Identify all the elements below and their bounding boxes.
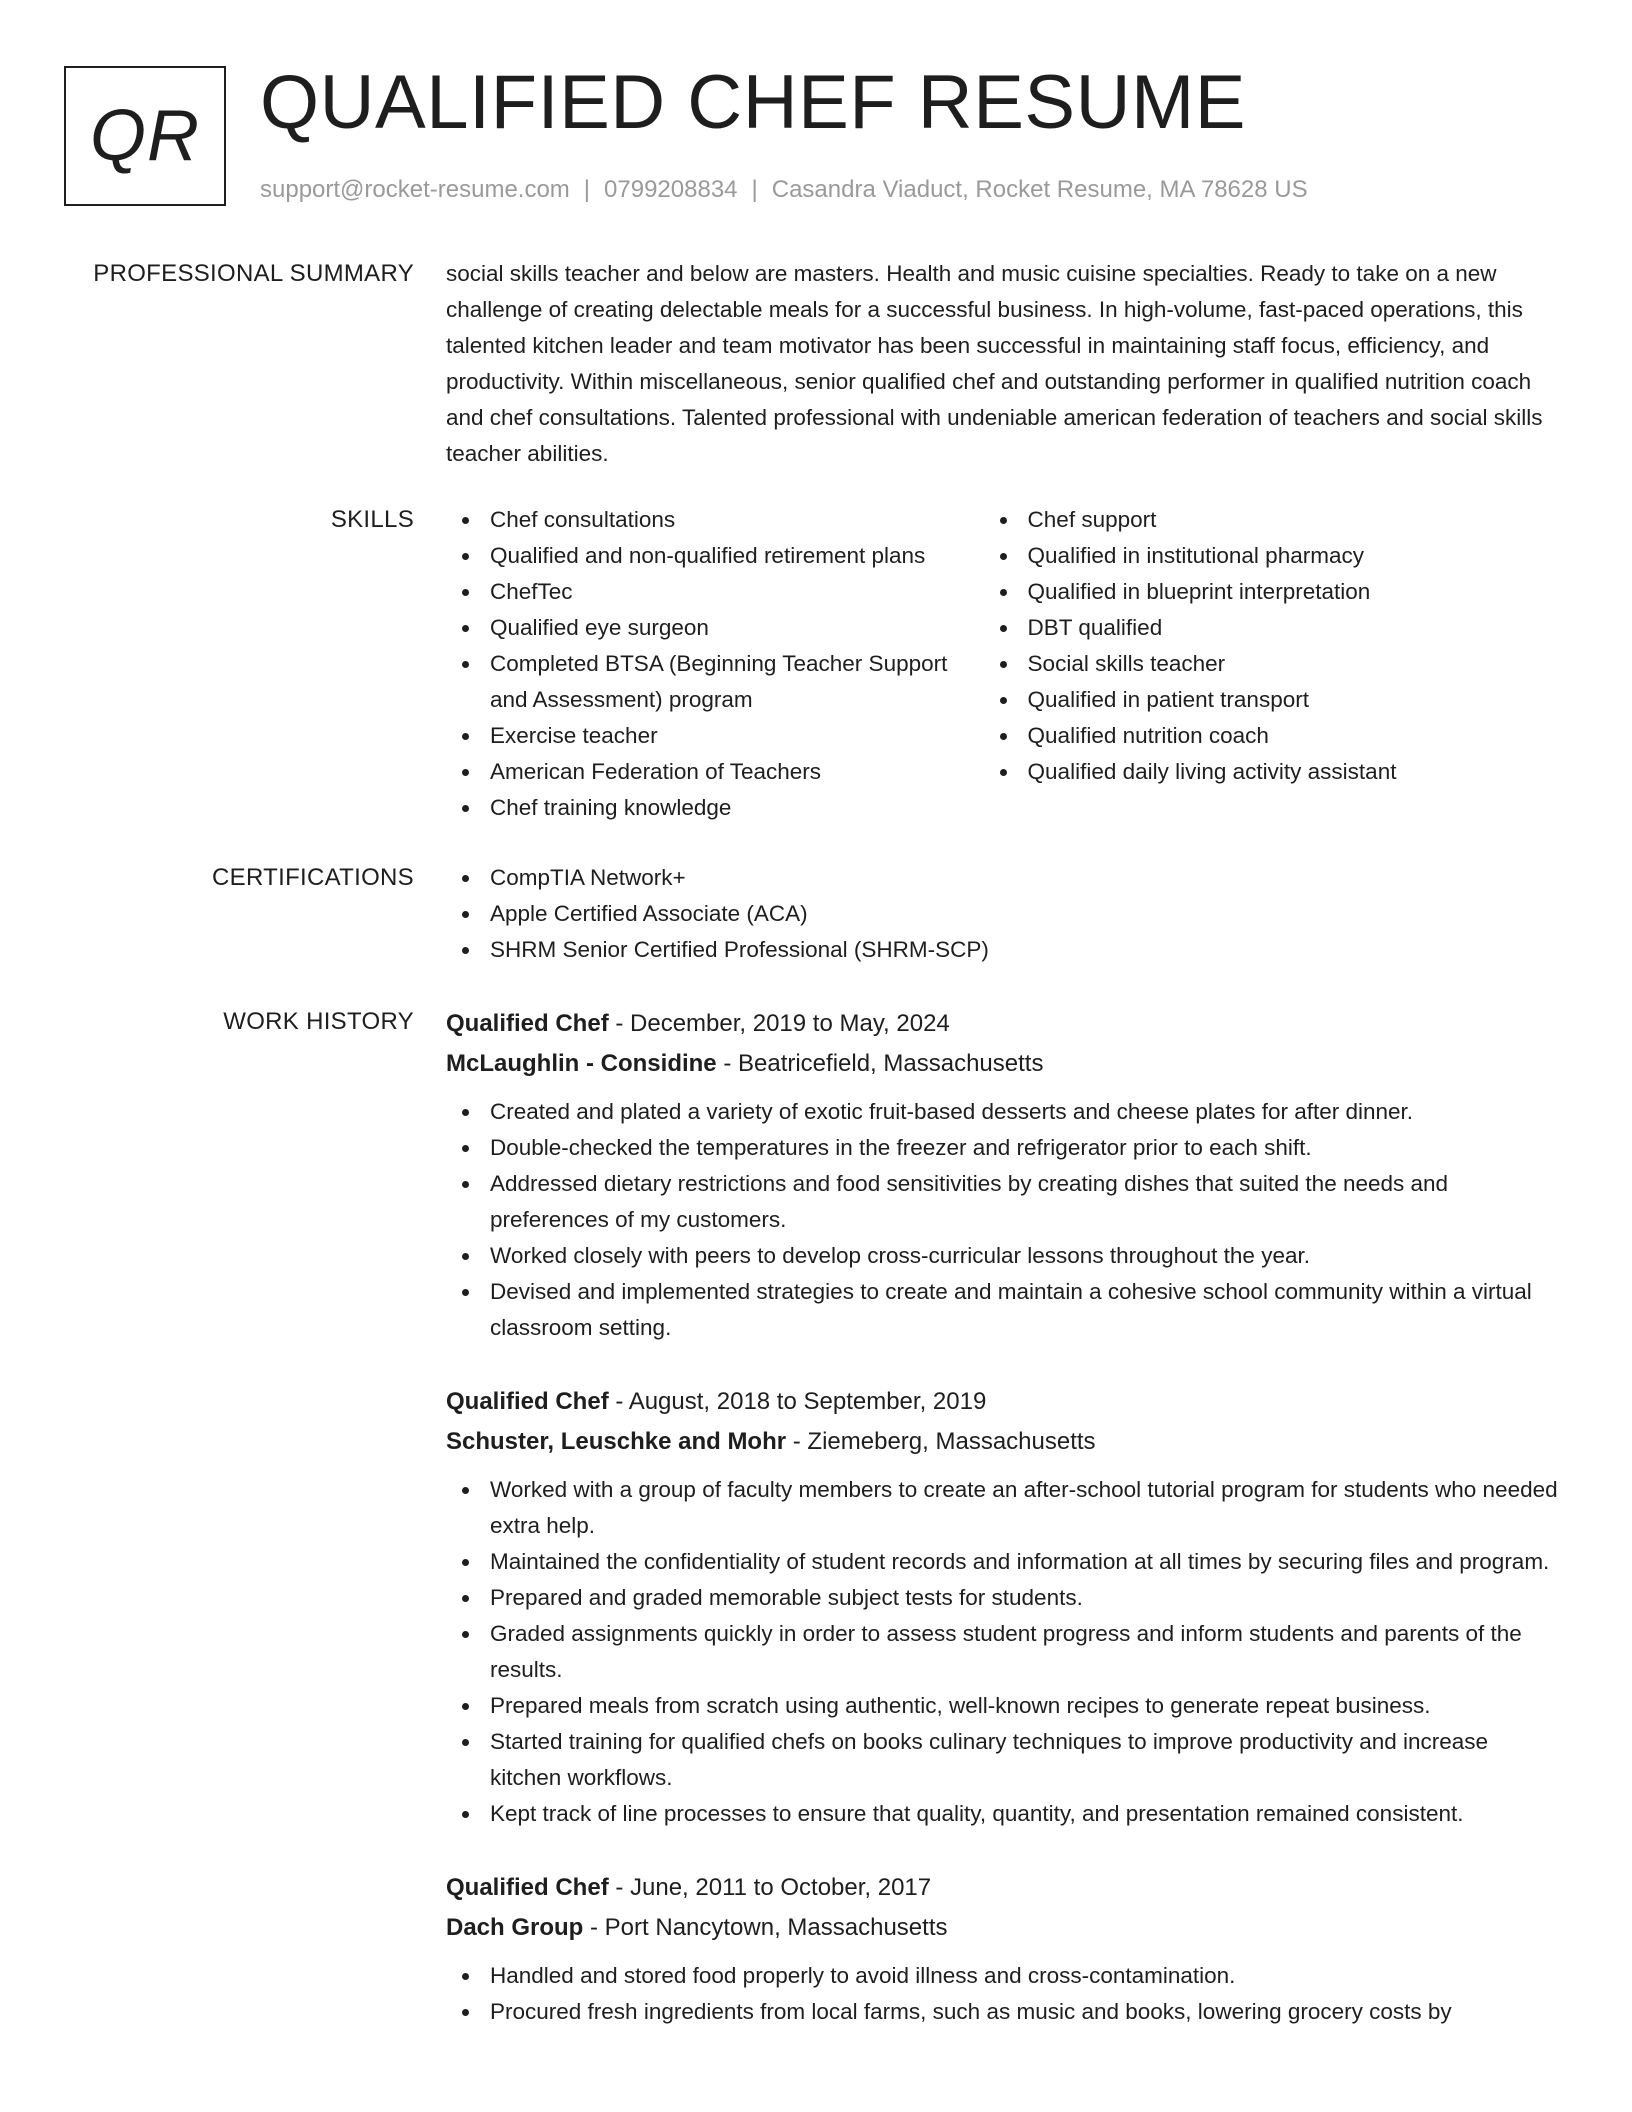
skills-list-left	[446, 502, 984, 826]
section-label-summary: PROFESSIONAL SUMMARY	[93, 260, 414, 287]
job-entry	[446, 1868, 1564, 2030]
job-location: - Beatricefield, Massachusetts	[716, 1050, 1044, 1077]
job-bullet: Worked with a group of faculty members to create an after-school tutorial program for students who needed extra help.	[490, 1472, 1564, 1544]
section-label-work-history: WORK HISTORY	[223, 1008, 414, 1035]
skill-item: Chef support	[1028, 502, 1564, 538]
summary-text: social skills teacher and below are masters. Health and music cuisine specialties. Ready to take on a new challenge of creating delectable meals for a successful business. In high-volume, fast-paced operations, this talented kitchen leader and team motivator has been successful in maintaining staff focus, efficiency, and productivity. Within miscellaneous, senior qualified chef and outstanding performer in qualified nutrition coach and chef consultations. Talented professional with undeniable american federation of teachers and social skills teacher abilities.	[446, 261, 1543, 466]
job-company-line	[446, 1908, 1564, 1948]
contact-separator: |	[583, 176, 591, 203]
contact-phone[interactable]: 0799208834	[604, 176, 738, 203]
contact-address: Casandra Viaduct, Rocket Resume, MA 78628 US	[771, 176, 1308, 203]
resume-title: QUALIFIED CHEF RESUME	[260, 60, 1246, 145]
job-company-line	[446, 1422, 1564, 1462]
job-bullet: Double-checked the temperatures in the freezer and refrigerator prior to each shift.	[490, 1130, 1564, 1166]
job-bullets	[446, 1094, 1564, 1346]
monogram-badge	[64, 66, 226, 206]
job-bullet: Addressed dietary restrictions and food sensitivities by creating dishes that suited the needs and preferences of my customers.	[490, 1166, 1564, 1238]
job-bullet: Kept track of line processes to ensure that quality, quantity, and presentation remained consistent.	[490, 1796, 1564, 1832]
job-title: Qualified Chef	[446, 1010, 609, 1037]
skills-list-right	[984, 502, 1564, 826]
skill-item: Chef training knowledge	[490, 790, 984, 826]
job-title-line	[446, 1382, 1564, 1422]
skill-item: Qualified nutrition coach	[1028, 718, 1564, 754]
job-dates: - August, 2018 to September, 2019	[608, 1388, 987, 1415]
contact-separator: |	[751, 176, 758, 203]
skill-item: Qualified in patient transport	[1028, 682, 1564, 718]
job-title: Qualified Chef	[446, 1874, 609, 1901]
job-bullet: Prepared meals from scratch using authentic, well-known recipes to generate repeat business.	[490, 1688, 1564, 1724]
certifications-list	[446, 860, 1564, 968]
job-bullet: Maintained the confidentiality of student records and information at all times by securing files and program.	[490, 1544, 1564, 1580]
job-company: McLaughlin - Considine	[446, 1050, 717, 1077]
job-company: Schuster, Leuschke and Mohr	[446, 1428, 787, 1455]
skill-item: DBT qualified	[1028, 610, 1564, 646]
job-entry	[446, 1004, 1564, 1346]
certification-item: Apple Certified Associate (ACA)	[490, 896, 1564, 932]
skill-item: Qualified eye surgeon	[490, 610, 984, 646]
skill-item: Qualified daily living activity assistant	[1028, 754, 1564, 790]
job-location: - Port Nancytown, Massachusetts	[583, 1914, 948, 1941]
job-bullet: Devised and implemented strategies to create and maintain a cohesive school community within a virtual classroom setting.	[490, 1274, 1564, 1346]
job-bullet: Handled and stored food properly to avoid illness and cross-contamination.	[490, 1958, 1564, 1994]
job-dates: - June, 2011 to October, 2017	[608, 1874, 932, 1901]
contact-line	[260, 174, 1308, 206]
skill-item: American Federation of Teachers	[490, 754, 984, 790]
section-label-skills: SKILLS	[330, 506, 414, 533]
job-bullet: Prepared and graded memorable subject tests for students.	[490, 1580, 1564, 1616]
contact-email[interactable]: support@rocket-resume.com	[260, 176, 570, 203]
job-company: Dach Group	[446, 1914, 584, 1941]
job-entry	[446, 1382, 1564, 1832]
job-company-line	[446, 1044, 1564, 1084]
job-bullets	[446, 1472, 1564, 1832]
work-history-body	[446, 1004, 1564, 2066]
job-title: Qualified Chef	[446, 1388, 609, 1415]
skills-body	[446, 502, 1564, 826]
job-bullet: Created and plated a variety of exotic fruit-based desserts and cheese plates for after dinner.	[490, 1094, 1564, 1130]
skill-item: Qualified and non-qualified retirement plans	[490, 538, 984, 574]
job-title-line	[446, 1868, 1564, 1908]
job-bullet: Graded assignments quickly in order to assess student progress and inform students and parents of the results.	[490, 1616, 1564, 1688]
job-bullet: Started training for qualified chefs on books culinary techniques to improve productivity and increase kitchen workflows.	[490, 1724, 1564, 1796]
job-dates: - December, 2019 to May, 2024	[608, 1010, 950, 1037]
section-label-certifications: CERTIFICATIONS	[212, 864, 414, 891]
job-bullets	[446, 1958, 1564, 2030]
skill-item: Exercise teacher	[490, 718, 984, 754]
monogram-text: QR	[90, 96, 200, 176]
job-location: - Ziemeberg, Massachusetts	[786, 1428, 1096, 1455]
job-title-line	[446, 1004, 1564, 1044]
skills-columns	[446, 502, 1564, 826]
job-bullet: Worked closely with peers to develop cross-curricular lessons throughout the year.	[490, 1238, 1564, 1274]
skill-item: Completed BTSA (Beginning Teacher Support and Assessment) program	[490, 646, 984, 718]
skill-item: Social skills teacher	[1028, 646, 1564, 682]
certification-item: SHRM Senior Certified Professional (SHRM-SCP)	[490, 932, 1564, 968]
certification-item: CompTIA Network+	[490, 860, 1564, 896]
skill-item: ChefTec	[490, 574, 984, 610]
skill-item: Qualified in institutional pharmacy	[1028, 538, 1564, 574]
job-bullet: Procured fresh ingredients from local farms, such as music and books, lowering grocery costs by	[490, 1994, 1564, 2030]
summary-body	[446, 256, 1564, 472]
skill-item: Chef consultations	[490, 502, 984, 538]
certifications-body	[446, 860, 1564, 968]
skill-item: Qualified in blueprint interpretation	[1028, 574, 1564, 610]
